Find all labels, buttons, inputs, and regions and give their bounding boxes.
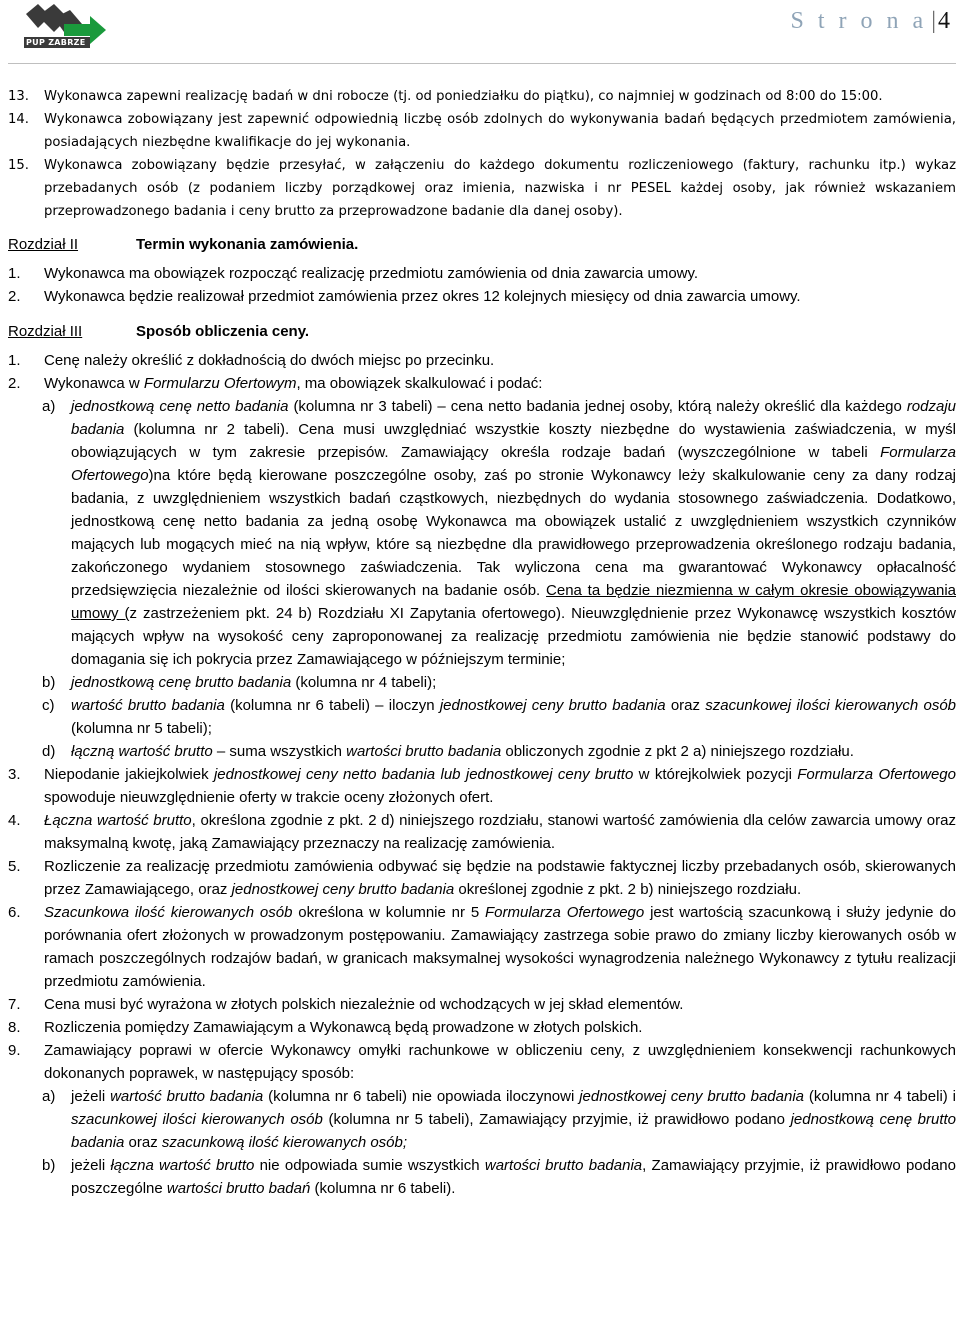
sub-item: b) jednostkową cenę brutto badania (kolumna nr 4 tabeli); [42,674,437,691]
sub-item: a) jeżeli wartość brutto badania (kolumna nr 6 tabeli) nie opowiada iloczynowi jednostkowej ceny brutto badania (kolumna nr 4 tabeli) i szacunkowej ilości kierowanych osób (kolumna nr 5 tabeli), Zamawiający przyjmie, iż prawidłowo podano jednostkową cenę brutto badania oraz szacunkową ilość kierowanych osób; [42,1088,956,1151]
sub-item: c) wartość brutto badania (kolumna nr 6 tabeli) – iloczyn jednostkowej ceny brutto badania oraz szacunkowej ilości kierowanych osób (kolumna nr 5 tabeli); [42,697,957,737]
list-item: 15. Wykonawca zobowiązany będzie przesyłać, w załączeniu do każdego dokumentu rozliczeniowego (faktury, rachunku itp.) wykaz przebadanych osób (z podaniem liczby porządkowej oraz imienia, nazwiska i nr PESEL każdej osoby, jak również wskazaniem przeprowadzonego badania i ceny brutto za przeprowadzone badanie dla danej osoby). [8,158,956,219]
page-separator: | [931,8,936,34]
page-label: S t r o n a [790,8,928,34]
section-heading [8,320,956,343]
sub-item: d) łączną wartość brutto – suma wszystkich wartości brutto badania obliczonych zgodnie z pkt 2 a) niniejszego rozdziału. [42,743,854,760]
sub-item: b) jeżeli łączna wartość brutto nie odpowiada sumie wszystkich wartości brutto badania, Zamawiający przyjmie, iż prawidłowo podano poszczególne wartości brutto badań (kolumna nr 6 tabeli). [42,1157,956,1197]
page-number-value: 4 [938,8,950,34]
page-number [791,8,950,35]
list-item: 1. Cenę należy określić z dokładnością do dwóch miejsc po przecinku. [8,352,495,369]
header-rule [8,63,956,64]
section-heading [8,233,956,256]
logo-text: PUP ZABRZE [24,37,90,48]
list-top [8,85,956,223]
list-item: 2. Wykonawca w Formularzu Ofertowym, ma obowiązek skalkulować i podać: [8,375,543,392]
list-item: 14. Wykonawca zobowiązany jest zapewnić odpowiednią liczbę osób zdolnych do wykonywania badań będących przedmiotem zamówienia, posiadających niezbędne kwalifikacje do jej wykonania. [8,112,956,150]
chapter-title: Sposób obliczenia ceny. [136,323,310,340]
list-item: 8. Rozliczenia pomiędzy Zamawiającym a Wykonawcą będą prowadzone w złotych polskich. [8,1019,643,1036]
list-item: 1. Wykonawca ma obowiązek rozpocząć realizację przedmiotu zamówienia od dnia zawarcia umowy. [8,265,699,282]
list-item: 7. Cena musi być wyrażona w złotych polskich niezależnie od wchodzących w jej skład elementów. [8,996,684,1013]
page-header [0,0,960,64]
sub-item: a) jednostkową cenę netto badania (kolumna nr 3 tabeli) – cena netto badania jednej osoby, którą należy określić dla każdego rodzaju badania (kolumna nr 2 tabeli). Cena musi uwzględniać wszystkie koszty niezbędne do wystawienia zaświadczenia, w myśl obowiązujących w tym zakresie przepisów. Zamawiający określa rodzaje badań (wyszczególnione w tabeli Formularza Ofertowego)na które będą kierowane poszczególne osoby, zaś po stronie Wykonawcy leży skalkulowanie ceny za dany rodzaj badania, z uwzględnieniem wszystkich badań cząstkowych, niezbędnych do wydania stosownego zaświadczenia. Dodatkowo, jednostkową cenę netto badania za jedną osobę Wykonawca ma obowiązek ustalić z uwzględnieniem wszystkich czynników mających lub mogących mieć na nią wpływ, które są niezbędne dla prawidłowego przeprowadzenia określonego rodzaju badania, zakończonego wydaniem stosownego zaświadczenia. Tak wyliczona cena ma gwarantować Wykonawcy opłacalność przedsięwzięcia niezależnie od ilości skierowanych na badanie osób. Cena ta będzie niezmienna w całym okresie obowiązywania umowy (z zastrzeżeniem pkt. 24 b) Rozdziału XI Zapytania ofertowego). Nieuwzględnienie przez Wykonawcę wszystkich kosztów mających wpływ na wysokość ceny zaproponowanej za realizację przedmiotu zamówienia nie będzie stanowić podstawy do domagania się ich pokrycia przez Zamawiającego w późniejszym terminie; [42,398,957,668]
list-item: 4. Łączna wartość brutto, określona zgodnie z pkt. 2 d) niniejszego rozdziału, stanowi wartość zamówienia dla celów zawarcia umowy oraz maksymalną kwotę, jaką Zamawiający przeznaczy na realizację zamówienia. [8,812,956,852]
document-body [8,85,956,1200]
list-item: 13. Wykonawca zapewni realizację badań w dni robocze (tj. od poniedziałku do piątku), co najmniej w godzinach od 8:00 do 15:00. [8,89,883,104]
list-item: 9. Zamawiający poprawi w ofercie Wykonawcy omyłki rachunkowe w obliczeniu ceny, z uwzględnieniem konsekwencji rachunkowych dokonanych poprawek, w następujący sposób: [8,1042,956,1082]
list-item: 6. Szacunkowa ilość kierowanych osób określona w kolumnie nr 5 Formularza Ofertowego jest wartością szacunkową i służy jedynie do porównania ofert złożonych w prowadzonym postępowaniu. Zamawiający zastrzega sobie prawo do zmiany liczby kierowanych osób w ramach poszczególnych rodzajów badań, w granicach maksymalnej wysokości wynagrodzenia należnego Wykonawcy z tytułu realizacji przedmiotu zamówienia. [8,904,957,990]
chapter-title: Termin wykonania zamówienia. [136,236,359,253]
list-item: 5. Rozliczenie za realizację przedmiotu zamówienia odbywać się będzie na podstawie faktycznej liczby przebadanych osób, skierowanych przez Zamawiającego, oraz jednostkowej ceny brutto badania określonej zgodnie z pkt. 2 b) niniejszego rozdziału. [8,858,956,898]
list-item: 3. Niepodanie jakiejkolwiek jednostkowej ceny netto badania lub jednostkowej ceny brutto w którejkolwiek pozycji Formularza Ofertowego spowoduje nieuwzględnienie oferty w trakcie oceny złożonych ofert. [8,766,956,806]
chapter-label: Rozdział II [8,236,79,253]
list-item: 2. Wykonawca będzie realizował przedmiot zamówienia przez okres 12 kolejnych miesięcy od dnia zawarcia umowy. [8,288,801,305]
chapter-label: Rozdział III [8,323,83,340]
